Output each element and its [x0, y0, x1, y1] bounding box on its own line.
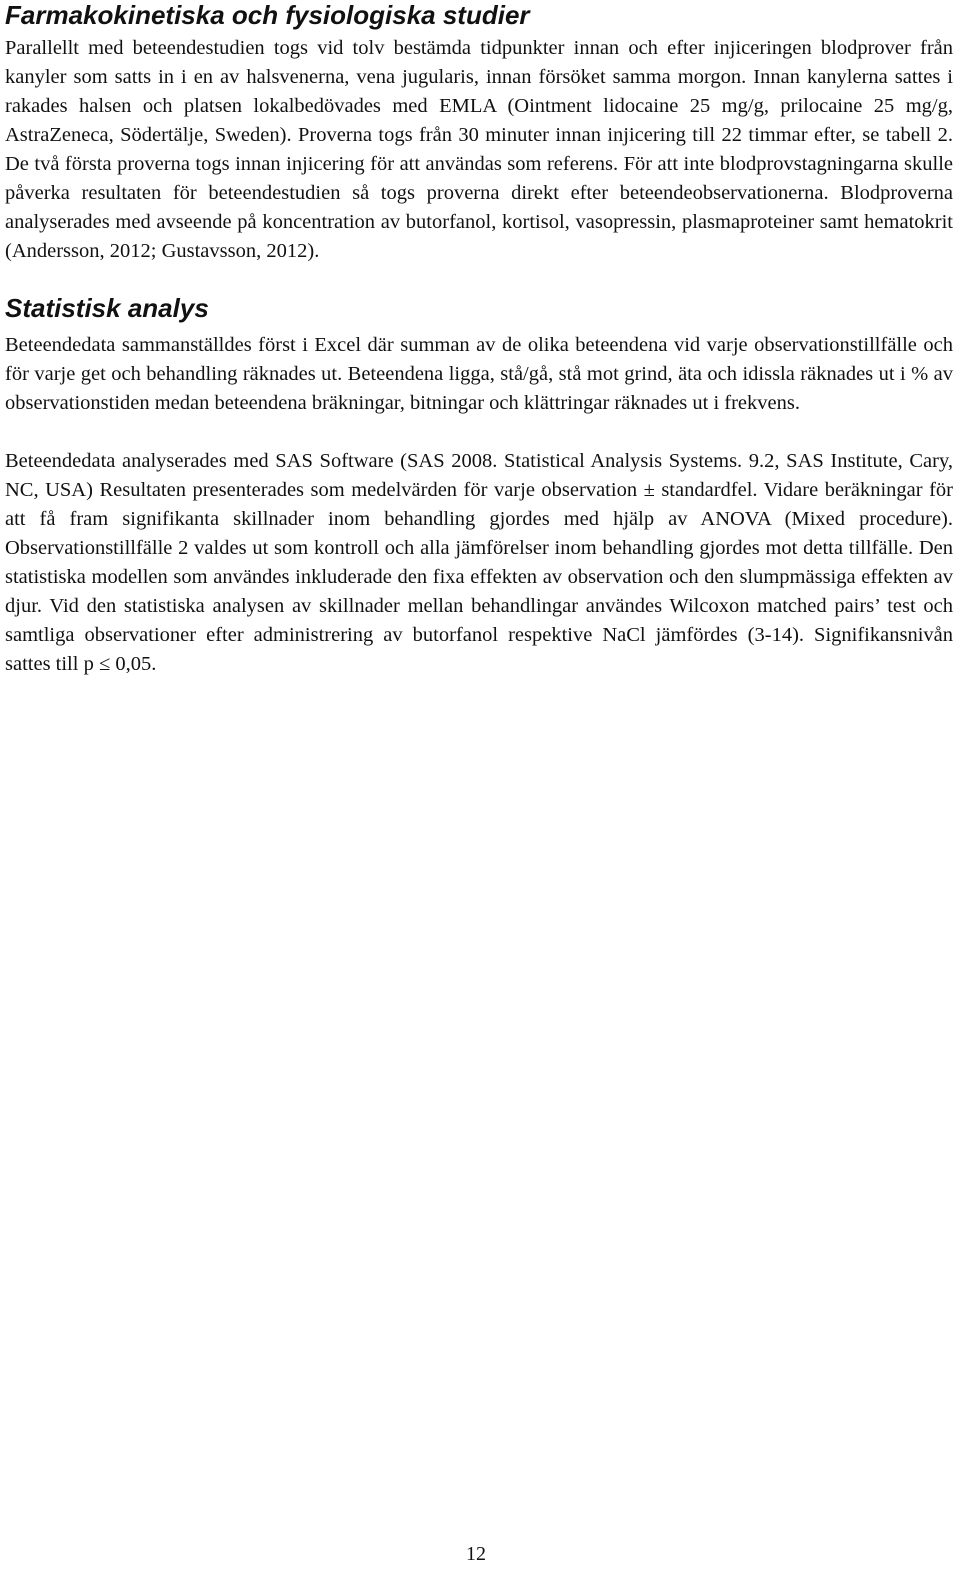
document-page [5, 0, 953, 679]
paragraph-sas-analysis: Beteendedata analyserades med SAS Software (SAS 2008. Statistical Analysis Systems. 9.2, SAS Institute, Cary, NC, USA) Resultaten presenterades som medelvärden för varje observation ± standardfel. Vidare beräkningar för att få fram signifikanta skillnader inom behandling gjordes med hjälp av ANOVA (Mixed procedure). Observationstillfälle 2 valdes ut som kontroll och alla jämförelser inom behandling gjordes mot detta tillfälle. Den statistiska modellen som användes inkluderade den fixa effekten av observation och den slumpmässiga effekten av djur. Vid den statistiska analysen av skillnader mellan behandlingar användes Wilcoxon matched pairs’ test och samtliga observationer efter administrering av butorfanol respektive NaCl jämfördes (3-14). Signifikansnivån sattes till p ≤ 0,05. [5, 450, 953, 675]
paragraph-blood-sampling: Parallellt med beteendestudien togs vid tolv bestämda tidpunkter innan och efter injiceringen blodprover från kanyler som satts in i en av halsvenerna, vena jugularis, innan försöket samma morgon. Innan kanylerna sattes i rakades halsen och platsen lokalbedövades med EMLA (Ointment lidocaine 25 mg/g, prilocaine 25 mg/g, AstraZeneca, Södertälje, Sweden). Proverna togs från 30 minuter innan injicering till 22 timmar efter, se tabell 2. De två första proverna togs innan injicering för att användas som referens. För att inte blodprovstagningarna skulle påverka resultaten för beteendestudien så togs proverna direkt efter beteendeobservationerna. Blodproverna analyserades med avseende på koncentration av butorfanol, kortisol, vasopressin, plasmaproteiner samt hematokrit (Andersson, 2012; Gustavsson, 2012). [5, 37, 953, 262]
section-heading-statistics: Statistisk analys [5, 293, 209, 323]
section-heading-pharmacokinetics: Farmakokinetiska och fysiologiska studier [5, 0, 530, 30]
page-number: 12 [466, 1543, 486, 1565]
paragraph-behaviour-data: Beteendedata sammanställdes först i Excel där summan av de olika beteendena vid varje observationstillfälle och för varje get och behandling räknades ut. Beteendena ligga, stå/gå, stå mot grind, äta och idissla räknades ut i % av observationstiden medan beteendena bräkningar, bitningar och klättringar räknades ut i frekvens. [5, 334, 953, 414]
